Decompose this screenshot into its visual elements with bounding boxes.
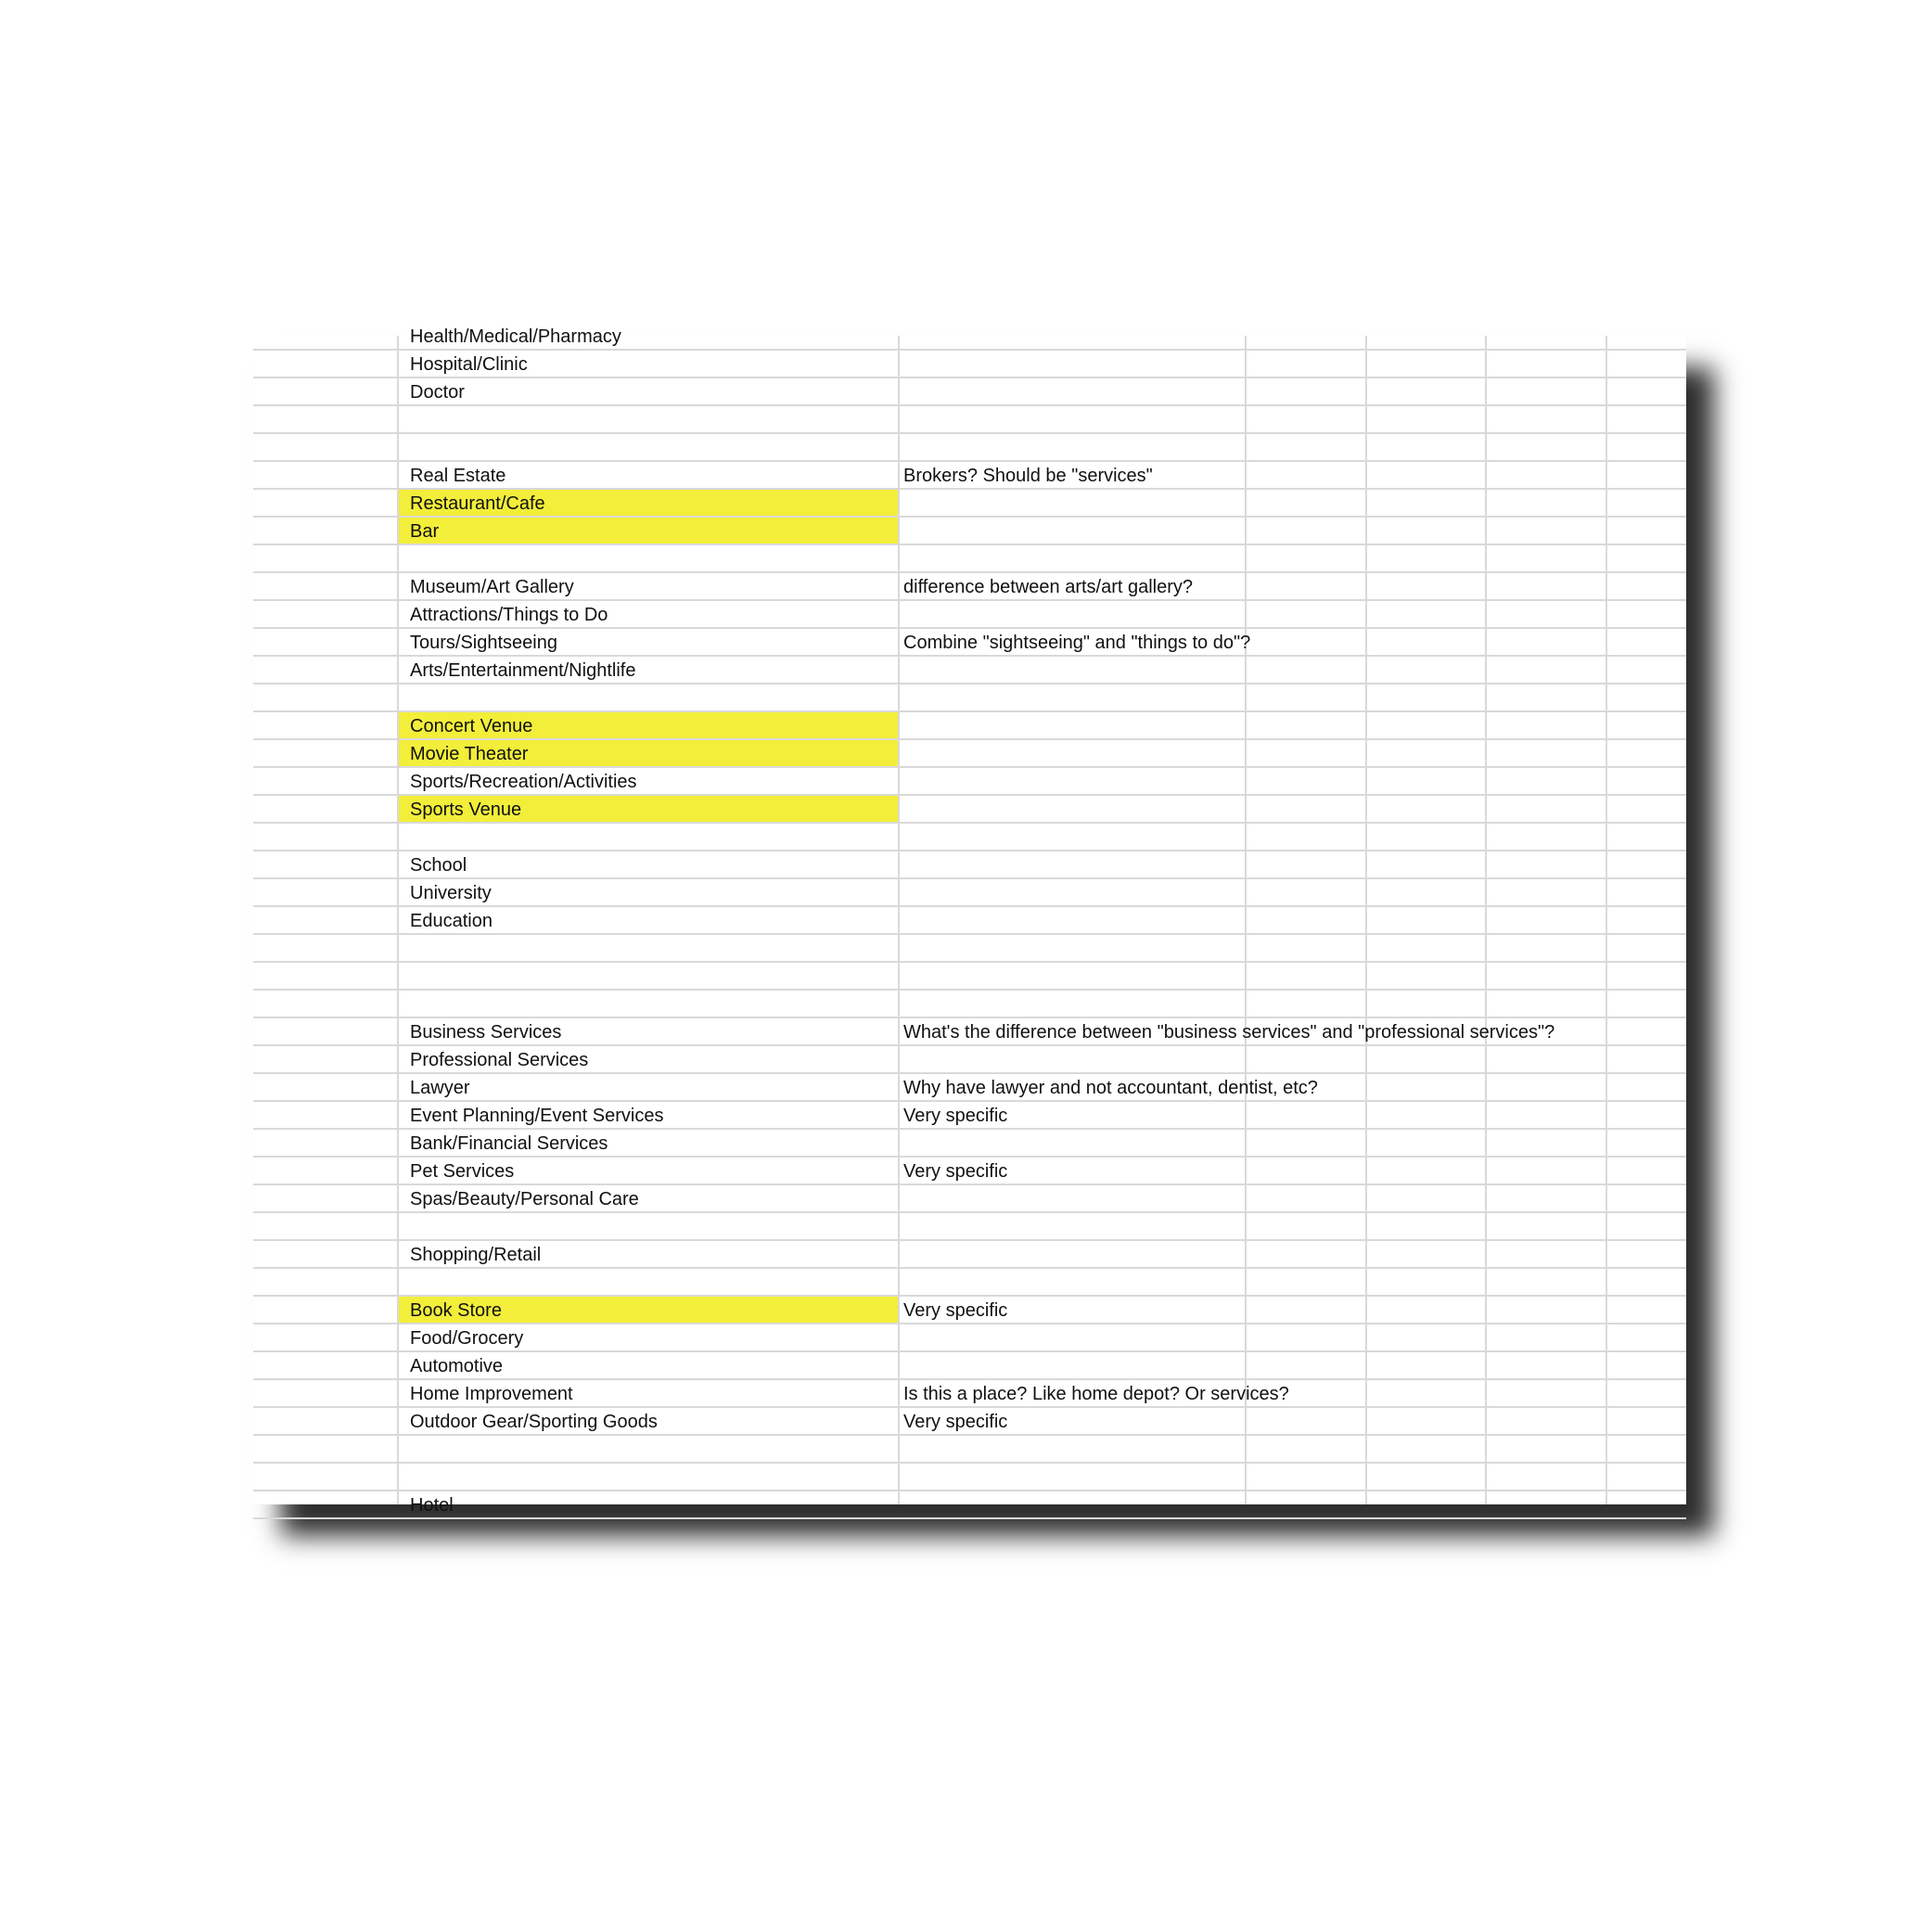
comment-cell[interactable] [900,351,1686,377]
spreadsheet-screenshot [253,326,1686,1516]
category-cell[interactable]: Hotel [410,1495,454,1516]
category-cell[interactable] [399,1213,898,1239]
table-row [253,545,1686,573]
table-row [253,1297,1686,1324]
comment-cell[interactable] [900,824,1686,850]
category-cell[interactable]: Sports/Recreation/Activities [410,772,637,792]
table-row [253,518,1686,545]
comment-cell[interactable]: Why have lawyer and not accountant, dentist, etc? [903,1078,1318,1098]
category-cell[interactable] [399,991,898,1017]
comment-cell[interactable] [900,768,1686,794]
category-cell[interactable]: Education [410,911,493,931]
table-row [253,434,1686,462]
table-row [253,1352,1686,1380]
table-row [253,1185,1686,1213]
table-row [253,851,1686,879]
comment-cell[interactable]: difference between arts/art gallery? [903,577,1194,597]
table-row [253,573,1686,601]
table-row [253,323,1686,351]
comment-cell[interactable] [900,1436,1686,1462]
comment-cell[interactable] [900,1185,1686,1211]
table-row [253,935,1686,963]
category-cell[interactable]: Outdoor Gear/Sporting Goods [410,1412,658,1432]
category-cell[interactable] [399,685,898,710]
category-cell[interactable]: Doctor [410,382,465,403]
category-cell[interactable]: Movie Theater [399,740,898,766]
category-cell[interactable] [399,1464,898,1490]
comment-cell[interactable] [900,935,1686,961]
comment-cell[interactable] [900,545,1686,571]
comment-cell[interactable] [900,1464,1686,1490]
category-cell[interactable]: Hospital/Clinic [410,354,528,375]
table-row [253,1269,1686,1297]
comment-cell[interactable] [900,378,1686,404]
table-row [253,1130,1686,1158]
category-cell[interactable]: Spas/Beauty/Personal Care [410,1189,639,1209]
category-cell[interactable] [399,1436,898,1462]
comment-cell[interactable]: Very specific [903,1161,1008,1182]
category-cell[interactable] [399,406,898,432]
table-row [253,351,1686,378]
comment-cell[interactable] [900,1352,1686,1378]
table-row [253,490,1686,518]
comment-cell[interactable] [900,490,1686,516]
comment-cell[interactable] [900,406,1686,432]
category-cell[interactable]: Attractions/Things to Do [410,605,608,625]
comment-cell[interactable] [900,1269,1686,1295]
table-row [253,1324,1686,1352]
comment-cell[interactable]: Combine "sightseeing" and "things to do"? [903,633,1251,653]
table-row [253,991,1686,1018]
comment-cell[interactable] [900,1130,1686,1156]
comment-cell[interactable] [900,1213,1686,1239]
table-row [253,963,1686,991]
category-cell[interactable]: Real Estate [410,466,506,486]
category-cell[interactable] [399,963,898,989]
category-cell[interactable]: School [410,855,467,876]
comment-cell[interactable] [900,657,1686,683]
table-row [253,1074,1686,1102]
table-row [253,740,1686,768]
table-row [253,685,1686,712]
table-row [253,824,1686,851]
table-row [253,406,1686,434]
comment-cell[interactable] [900,796,1686,822]
comment-cell[interactable]: Very specific [903,1412,1008,1432]
category-cell[interactable]: Food/Grocery [410,1328,524,1349]
comment-cell[interactable] [900,963,1686,989]
category-cell[interactable]: Automotive [410,1356,504,1376]
comment-cell[interactable]: Very specific [903,1300,1008,1321]
comment-cell[interactable] [900,685,1686,710]
category-cell[interactable]: Home Improvement [410,1384,573,1404]
category-cell[interactable]: Museum/Art Gallery [410,577,574,597]
comment-cell[interactable] [900,879,1686,905]
table-row [253,1464,1686,1491]
table-row [253,796,1686,824]
comment-cell[interactable] [900,518,1686,544]
category-cell[interactable] [399,434,898,460]
category-cell[interactable]: Arts/Entertainment/Nightlife [410,660,636,681]
comment-cell[interactable] [900,434,1686,460]
table-row [253,1380,1686,1408]
table-row [253,1046,1686,1074]
comment-cell[interactable] [900,1241,1686,1267]
comment-cell[interactable] [900,601,1686,627]
comment-cell[interactable]: Very specific [903,1106,1008,1126]
comment-cell[interactable] [900,1491,1686,1517]
comment-cell[interactable] [900,1324,1686,1350]
table-row [253,1436,1686,1464]
category-cell[interactable]: Shopping/Retail [410,1245,542,1265]
table-row [253,1158,1686,1185]
table-row [253,1102,1686,1130]
table-row [253,462,1686,490]
category-cell[interactable]: Business Services [410,1022,562,1043]
table-row [253,1018,1686,1046]
category-cell[interactable] [399,1269,898,1295]
table-row [253,629,1686,657]
category-cell[interactable]: Health/Medical/Pharmacy [410,326,621,347]
table-row [253,1408,1686,1436]
table-row [253,1491,1686,1519]
comment-cell[interactable] [900,712,1686,738]
table-row [253,657,1686,685]
comment-cell[interactable] [900,991,1686,1017]
table-row [253,879,1686,907]
comment-cell[interactable]: Brokers? Should be "services" [903,466,1153,486]
comment-cell[interactable] [900,907,1686,933]
category-cell[interactable] [399,935,898,961]
category-cell[interactable]: Pet Services [410,1161,515,1182]
comment-cell[interactable]: Is this a place? Like home depot? Or services? [903,1384,1289,1404]
category-cell[interactable]: University [410,883,492,903]
table-row [253,378,1686,406]
category-cell[interactable]: Book Store [399,1297,898,1323]
category-cell[interactable]: Bank/Financial Services [410,1133,608,1154]
category-cell[interactable] [399,545,898,571]
category-cell[interactable] [399,824,898,850]
comment-cell[interactable] [900,1046,1686,1072]
category-cell[interactable]: Bar [399,518,898,544]
comment-cell[interactable]: What's the difference between "business services" and "professional services"? [903,1022,1555,1043]
table-row [253,712,1686,740]
category-cell[interactable]: Sports Venue [399,796,898,822]
category-cell[interactable]: Tours/Sightseeing [410,633,557,653]
category-cell[interactable]: Concert Venue [399,712,898,738]
comment-cell[interactable] [900,851,1686,877]
table-row [253,601,1686,629]
table-row [253,768,1686,796]
table-row [253,1213,1686,1241]
category-cell[interactable]: Professional Services [410,1050,589,1070]
category-cell[interactable]: Lawyer [410,1078,470,1098]
comment-cell[interactable] [900,740,1686,766]
category-cell[interactable]: Event Planning/Event Services [410,1106,664,1126]
table-row [253,1241,1686,1269]
category-cell[interactable]: Restaurant/Cafe [399,490,898,516]
table-row [253,907,1686,935]
comment-cell[interactable] [900,323,1686,349]
